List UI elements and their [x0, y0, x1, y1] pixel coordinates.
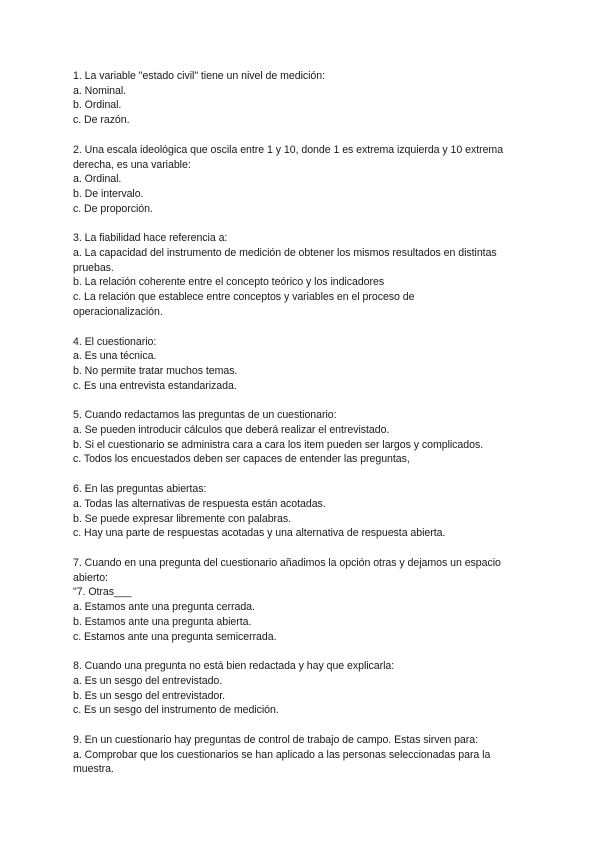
question-5: [73, 408, 560, 467]
question-8-option-b: b. Es un sesgo del entrevistador.: [73, 689, 226, 702]
question-4-option-a: a. Es una técnica.: [73, 350, 157, 363]
question-2-option-c: c. De proporción.: [73, 202, 153, 215]
question-6: [73, 482, 560, 541]
question-4-option-c: c. Es una entrevista estandarizada.: [73, 379, 237, 392]
question-3: [73, 231, 560, 319]
question-1-prompt: 1. La variable "estado civil" tiene un nivel de medición:: [73, 70, 326, 82]
question-6-option-b: b. Se puede expresar libremente con palabras.: [73, 512, 292, 525]
question-6-option-c: c. Hay una parte de respuestas acotadas y una alternativa de respuesta abierta.: [73, 527, 446, 540]
question-7-option-b: b. Estamos ante una pregunta abierta.: [73, 615, 252, 628]
question-9: [73, 733, 560, 777]
question-8: [73, 659, 560, 718]
question-6-prompt: 6. En las preguntas abiertas:: [73, 483, 207, 496]
question-3-option-b: b. La relación coherente entre el concepto teórico y los indicadores: [73, 276, 385, 289]
question-7-prompt-cont: abierto:: [73, 571, 108, 584]
question-4-prompt: 4. El cuestionario:: [73, 335, 157, 348]
question-4-option-b: b. No permite tratar muchos temas.: [73, 364, 238, 377]
question-7-option-a: a. Estamos ante una pregunta cerrada.: [73, 601, 255, 614]
question-5-prompt: 5. Cuando redactamos las preguntas de un cuestionario:: [73, 409, 337, 422]
question-1-option-c: c. De razón.: [73, 114, 130, 127]
question-5-option-c: c. Todos los encuestados deben ser capaces de entender las preguntas,: [73, 453, 410, 466]
question-3-option-a-cont: pruebas.: [73, 261, 114, 274]
question-1-option-b: b. Ordinal.: [73, 99, 122, 112]
question-1: [73, 69, 560, 128]
question-6-option-a: a. Todas las alternativas de respuesta están acotadas.: [73, 497, 326, 510]
question-3-option-c: c. La relación que establece entre conceptos y variables en el proceso de: [73, 291, 415, 304]
question-8-option-a: a. Es un sesgo del entrevistado.: [73, 674, 223, 687]
question-2-option-b: b. De intervalo.: [73, 187, 144, 200]
question-7: [73, 556, 560, 644]
question-7-prompt: 7. Cuando en una pregunta del cuestionario añadimos la opción otras y dejamos un espacio: [73, 556, 501, 569]
question-9-prompt: 9. En un cuestionario hay preguntas de control de trabajo de campo. Estas sirven para:: [73, 734, 478, 747]
question-4: [73, 335, 560, 394]
question-7-example: "7. Otras___: [73, 586, 132, 599]
question-2-prompt: 2. Una escala ideológica que oscila entre 1 y 10, donde 1 es extrema izquierda y 10 extrema: [73, 143, 504, 156]
question-7-option-c: c. Estamos ante una pregunta semicerrada.: [73, 630, 277, 643]
question-9-option-a-cont: muestra.: [73, 763, 114, 776]
question-2: [73, 143, 560, 217]
question-1-option-a: a. Nominal.: [73, 84, 127, 97]
question-2-option-a: a. Ordinal.: [73, 173, 122, 186]
question-3-option-c-cont: operacionalización.: [73, 305, 163, 318]
question-5-option-b: b. Si el cuestionario se administra cara a cara los item pueden ser largos y complicados.: [73, 438, 484, 451]
question-5-option-a: a. Se pueden introducir cálculos que deberá realizar el entrevistado.: [73, 424, 390, 437]
question-3-option-a: a. La capacidad del instrumento de medición de obtener los mismos resultados en distintas: [73, 247, 497, 260]
question-8-prompt: 8. Cuando una pregunta no está bien redactada y hay que explicarla:: [73, 660, 395, 673]
question-9-option-a: a. Comprobar que los cuestionarios se han aplicado a las personas seleccionadas para la: [73, 748, 491, 761]
question-8-option-c: c. Es un sesgo del instrumento de medición.: [73, 704, 279, 717]
question-3-prompt: 3. La fiabilidad hace referencia a:: [73, 232, 228, 245]
question-2-prompt-cont: derecha, es una variable:: [73, 158, 191, 171]
